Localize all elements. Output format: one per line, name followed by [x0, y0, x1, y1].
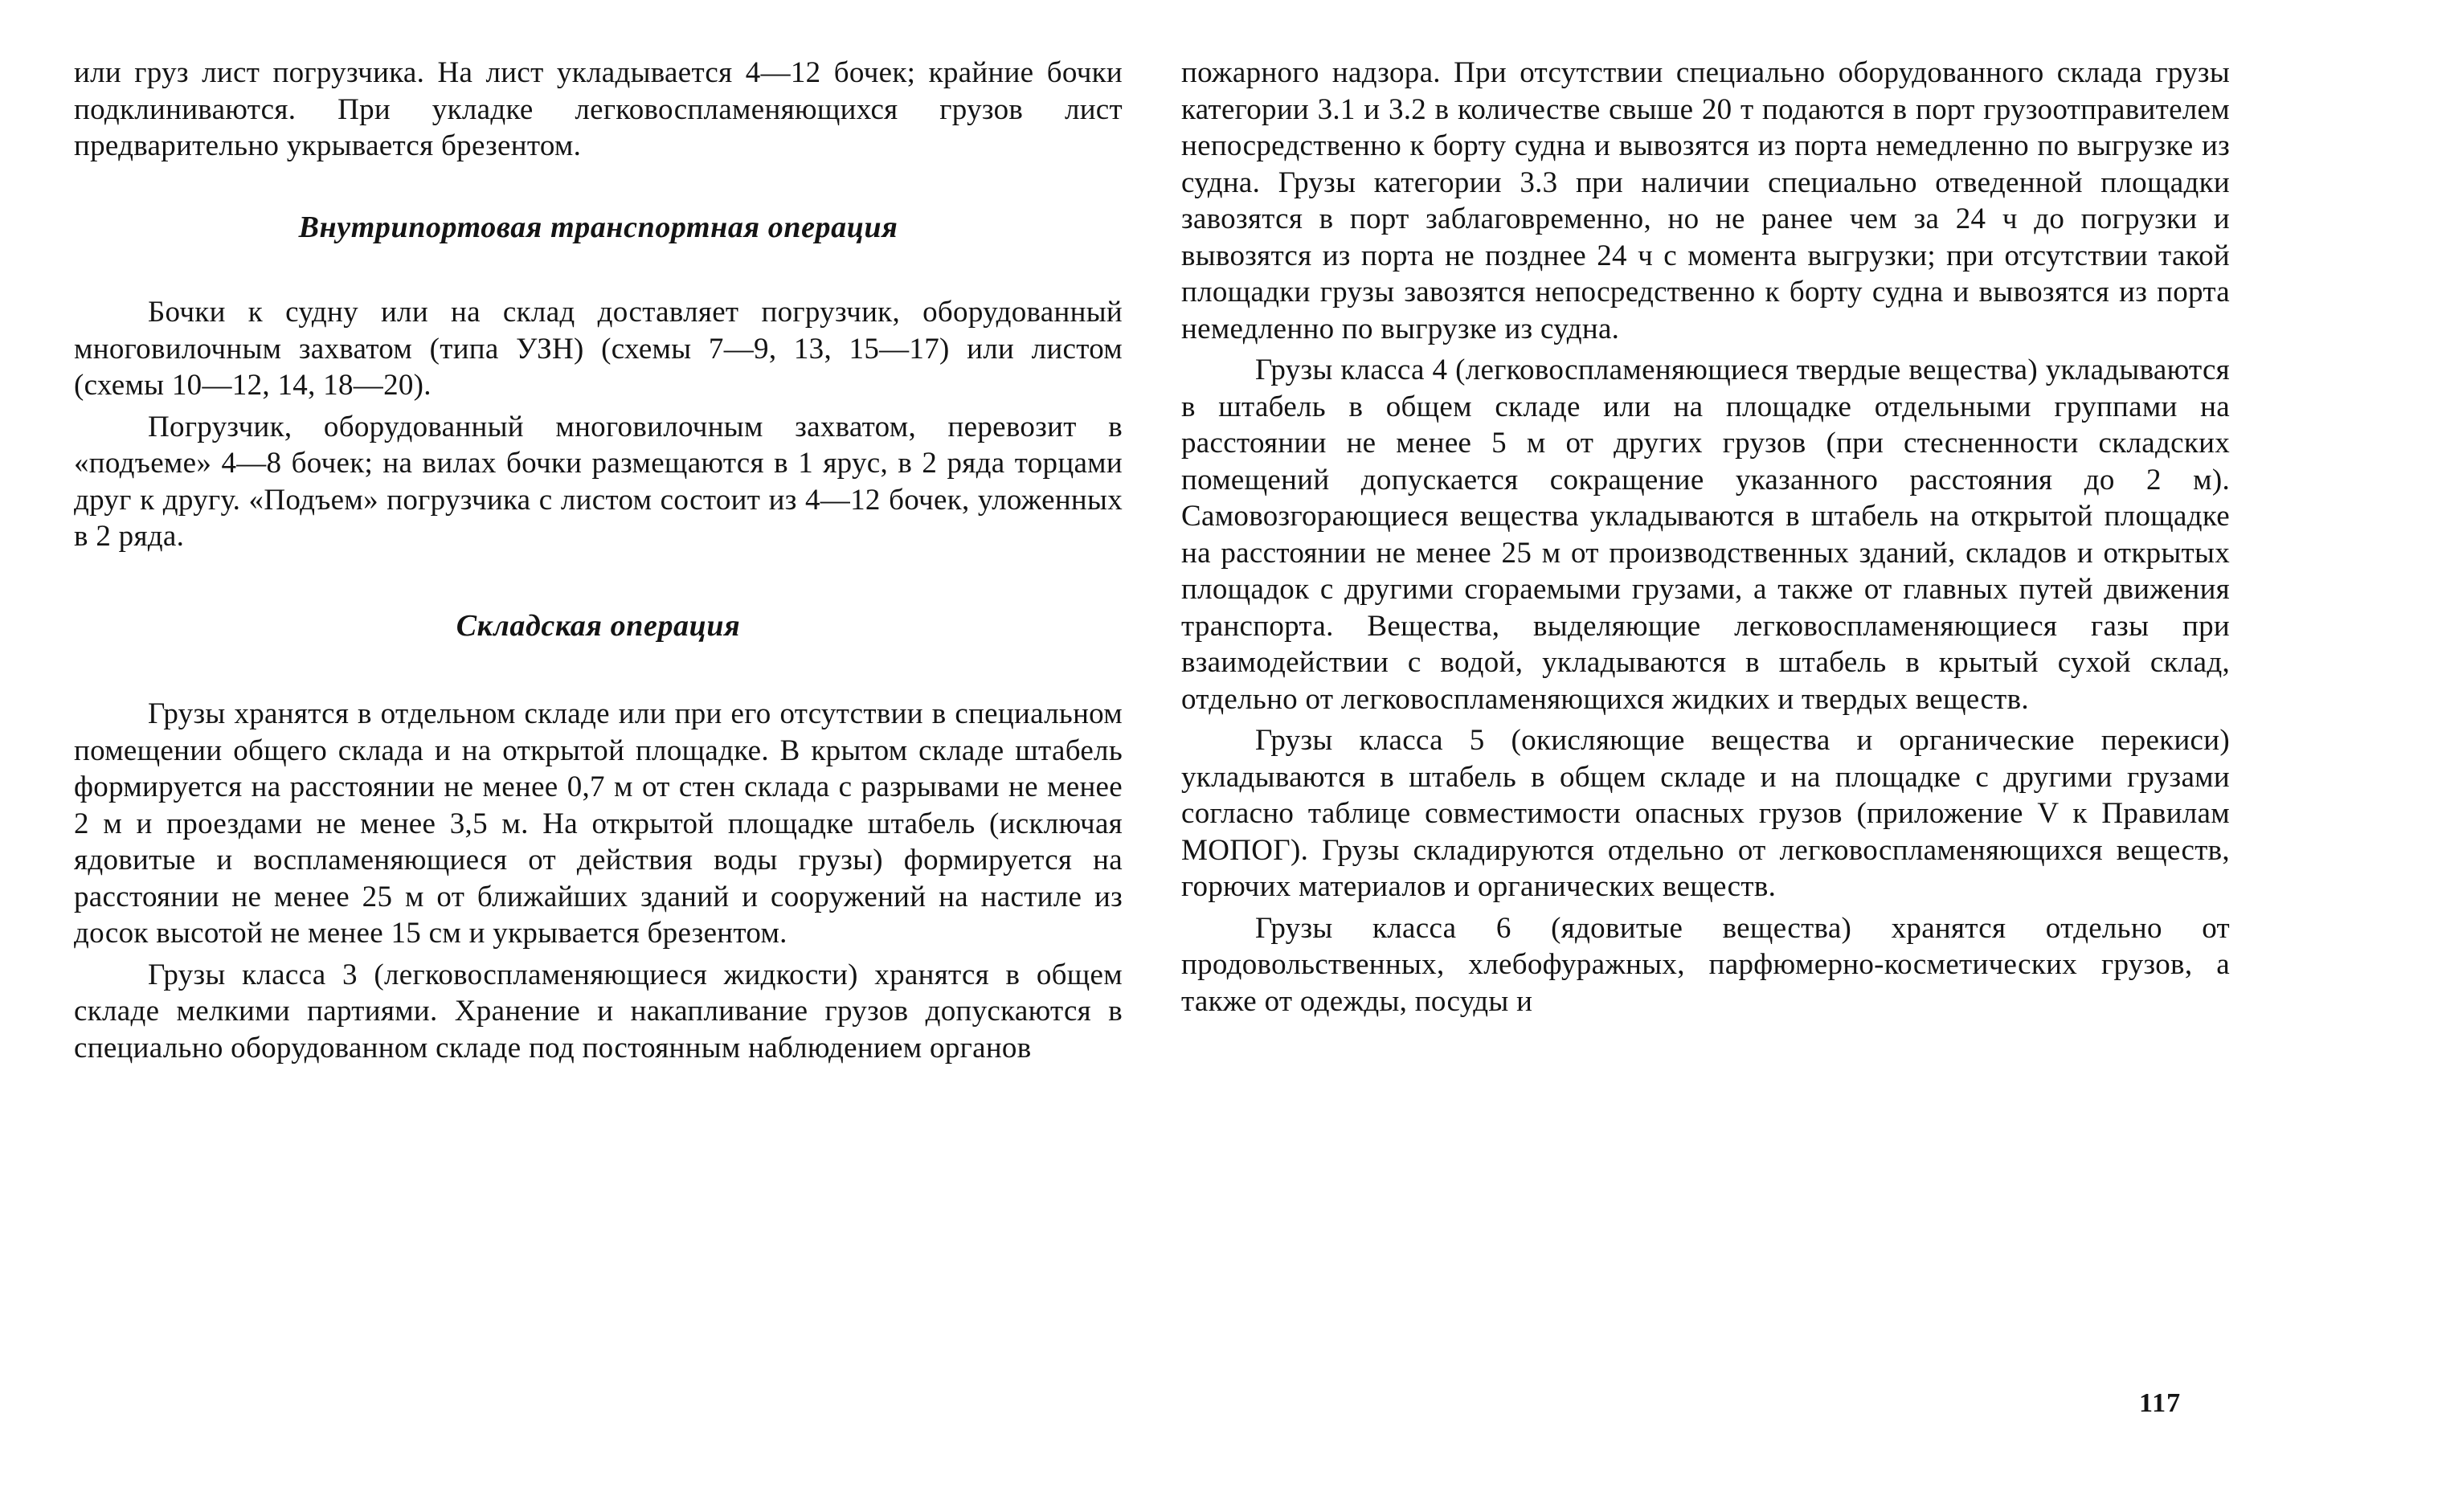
- paragraph-continuation: или груз лист погрузчика. На лист укладывается 4—12 бочек; крайние бочки подклиниваются. При укладке легковоспламеняющихся грузов лист предварительно укрывается брезентом.: [74, 56, 1123, 162]
- paragraph: Грузы класса 4 (легковоспламеняющиеся твердые вещества) укладываются в штабель в общем складе или на площадке отдельными группами на расстоянии не менее 5 м от других грузов (при стесненности складских помещений допускается сокращение указанного расстояния до 2 м). Самовозгорающиеся вещества укладываются в штабель на открытой площадке на расстоянии не менее 25 м от производственных зданий, складов и открытых площадок с другими сгораемыми грузами, а также от главных путей движения транспорта. Вещества, выделяющие легковоспламеняющиеся газы при взаимодействии с водой, укладываются в штабель в крытый сухой склад, отдельно от легковоспламеняющихся жидких и твердых веществ.: [1181, 353, 2230, 716]
- paragraph: Грузы класса 6 (ядовитые вещества) хранятся отдельно от продовольственных, хлебофуражных, парфюмерно-косметических грузов, а также от одежды, посуды и: [1181, 911, 2230, 1018]
- paragraph: Грузы хранятся в отдельном складе или при его отсутствии в специальном помещении общего склада и на открытой площадке. В крытом складе штабель формируется на расстоянии не менее 0,7 м от стен склада с разрывами не менее 2 м и проездами не менее 3,5 м. На открытой площадке штабель (исключая ядовитые и воспламеняющиеся от действия воды грузы) формируется на расстоянии не менее 25 м от ближайших зданий и сооружений на настиле из досок высотой не менее 15 см и укрывается брезентом.: [74, 697, 1123, 950]
- paragraph: Погрузчик, оборудованный многовилочным захватом, перевозит в «подъеме» 4—8 бочек; на вилах бочки размещаются в 1 ярус, в 2 ряда торцами друг к другу. «Подъем» погрузчика с листом состоит из 4—12 бочек, уложенных в 2 ряда.: [74, 410, 1123, 553]
- paragraph: Грузы класса 3 (легковоспламеняющиеся жидкости) хранятся в общем складе мелкими партиями. Хранение и накапливание грузов допускаются в специально оборудованном складе под постоянным наблюдением органов: [74, 958, 1123, 1065]
- right-column: [1181, 55, 2230, 1024]
- section-heading-warehouse-operation: Складская операция: [456, 608, 741, 643]
- paragraph: Грузы класса 5 (окисляющие вещества и органические перекиси) укладываются в штабель в общем складе и на площадке с другими грузами согласно таблице совместимости опасных грузов (приложение V к Правилам МОПОГ). Грузы складируются отдельно от легковоспламеняющихся веществ, горючих материалов и органических веществ.: [1181, 724, 2230, 903]
- paragraph: Бочки к судну или на склад доставляет погрузчик, оборудованный многовилочным захватом (типа УЗН) (схемы 7—9, 13, 15—17) или листом (схемы 10—12, 14, 18—20).: [74, 296, 1123, 402]
- left-column: [74, 55, 1123, 1071]
- section-heading-intraport-transport: Внутрипортовая транспортная операция: [298, 210, 898, 244]
- page-number: 117: [2139, 1388, 2182, 1418]
- paragraph-continuation: пожарного надзора. При отсутствии специально оборудованного склада грузы категории 3.1 и 3.2 в количестве свыше 20 т подаются в порт грузоотправителем непосредственно к борту судна и вывозятся из порта немедленно по выгрузке из судна. Грузы категории 3.3 при наличии специально отведенной площадки завозятся в порт заблаговременно, но не ранее чем за 24 ч до погрузки и вывозятся из порта не позднее 24 ч с момента выгрузки; при отсутствии такой площадки грузы завозятся непосредственно к борту судна и вывозятся из порта немедленно по выгрузке из судна.: [1181, 56, 2230, 345]
